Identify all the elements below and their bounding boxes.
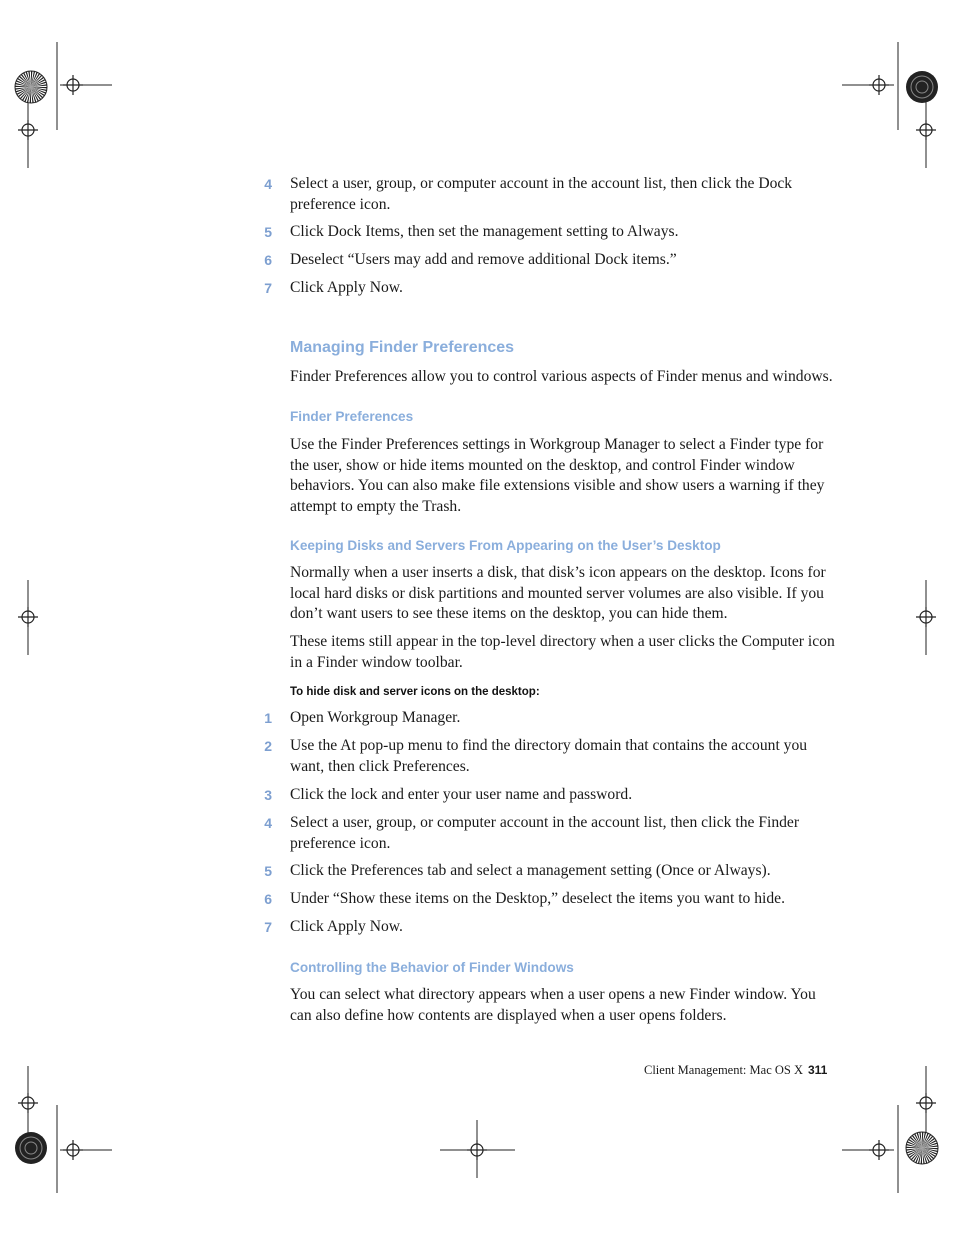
step-number: 4: [264, 176, 272, 192]
paragraph: You can select what directory appears when a user opens a new Finder window. You can also define how contents are displayed when a user opens folders.: [290, 986, 816, 1024]
step-text: Select a user, group, or computer account in the account list, then click the Finder preference icon.: [290, 814, 800, 852]
crosshair-target-icon: [63, 75, 83, 95]
step-number: 4: [264, 815, 272, 831]
step-text: Open Workgroup Manager.: [290, 709, 461, 726]
paragraph: Use the Finder Preferences settings in Workgroup Manager to select a Finder type for the user, show or hide items mounted on the desktop, and control Finder window behaviors. You can also make file extensions visible and show users a warning if they attempt to empty the Trash.: [290, 436, 825, 515]
crosshair-target-icon: [916, 1093, 936, 1113]
step-text: Select a user, group, or computer account in the account list, then click the Dock preference icon.: [290, 175, 793, 213]
step-text: Deselect “Users may add and remove additional Dock items.”: [290, 251, 677, 268]
step-text: Use the At pop-up menu to find the directory domain that contains the account you want, then click Preferences.: [290, 737, 808, 775]
crosshair-target-icon: [467, 1140, 487, 1160]
step-text: Click Apply Now.: [290, 918, 403, 935]
concentric-target-icon: [15, 1132, 47, 1164]
step-number: 5: [264, 863, 272, 879]
crosshair-target-icon: [63, 1140, 83, 1160]
step-number: 7: [264, 919, 272, 935]
step-number: 2: [264, 738, 272, 754]
paragraph: Normally when a user inserts a disk, that disk’s icon appears on the desktop. Icons for local hard disks or disk partitions and mounted server volumes are also visible. If you don’t want users to see these items on the desktop, you can hide them.: [290, 564, 826, 622]
crosshair-target-icon: [18, 120, 38, 140]
step-text: Click Dock Items, then set the management setting to Always.: [290, 223, 679, 240]
concentric-target-icon: [906, 71, 938, 103]
step-number: 7: [264, 280, 272, 296]
step-number: 5: [264, 224, 272, 240]
page-number: 311: [808, 1063, 828, 1077]
crosshair-target-icon: [916, 120, 936, 140]
section-heading: Managing Finder Preferences: [290, 339, 515, 356]
step-text: Under “Show these items on the Desktop,” deselect the items you want to hide.: [290, 890, 785, 907]
step-number: 6: [264, 891, 272, 907]
subsection-heading: Keeping Disks and Servers From Appearing on the User’s Desktop: [290, 538, 721, 553]
step-text: Click Apply Now.: [290, 279, 403, 296]
subsection-heading: Finder Preferences: [290, 409, 414, 424]
task-heading: To hide disk and server icons on the desktop:: [290, 686, 540, 698]
crosshair-target-icon: [18, 607, 38, 627]
crosshair-target-icon: [18, 1093, 38, 1113]
step-number: 3: [264, 787, 272, 803]
step-number: 1: [264, 710, 272, 726]
crosshair-target-icon: [916, 607, 936, 627]
starburst-target-icon: [15, 71, 47, 103]
step-text: Click the lock and enter your user name and password.: [290, 786, 633, 803]
starburst-target-icon: [906, 1132, 938, 1164]
paragraph: These items still appear in the top-level directory when a user clicks the Computer icon in a Finder window toolbar.: [290, 633, 835, 671]
crosshair-target-icon: [869, 1140, 889, 1160]
step-text: Click the Preferences tab and select a management setting (Once or Always).: [290, 862, 771, 879]
footer-chapter-label: Client Management: Mac OS X: [644, 1063, 803, 1077]
section-intro: Finder Preferences allow you to control various aspects of Finder menus and windows.: [290, 368, 833, 385]
step-number: 6: [264, 252, 272, 268]
subsection-heading: Controlling the Behavior of Finder Windows: [290, 960, 574, 975]
crosshair-target-icon: [869, 75, 889, 95]
